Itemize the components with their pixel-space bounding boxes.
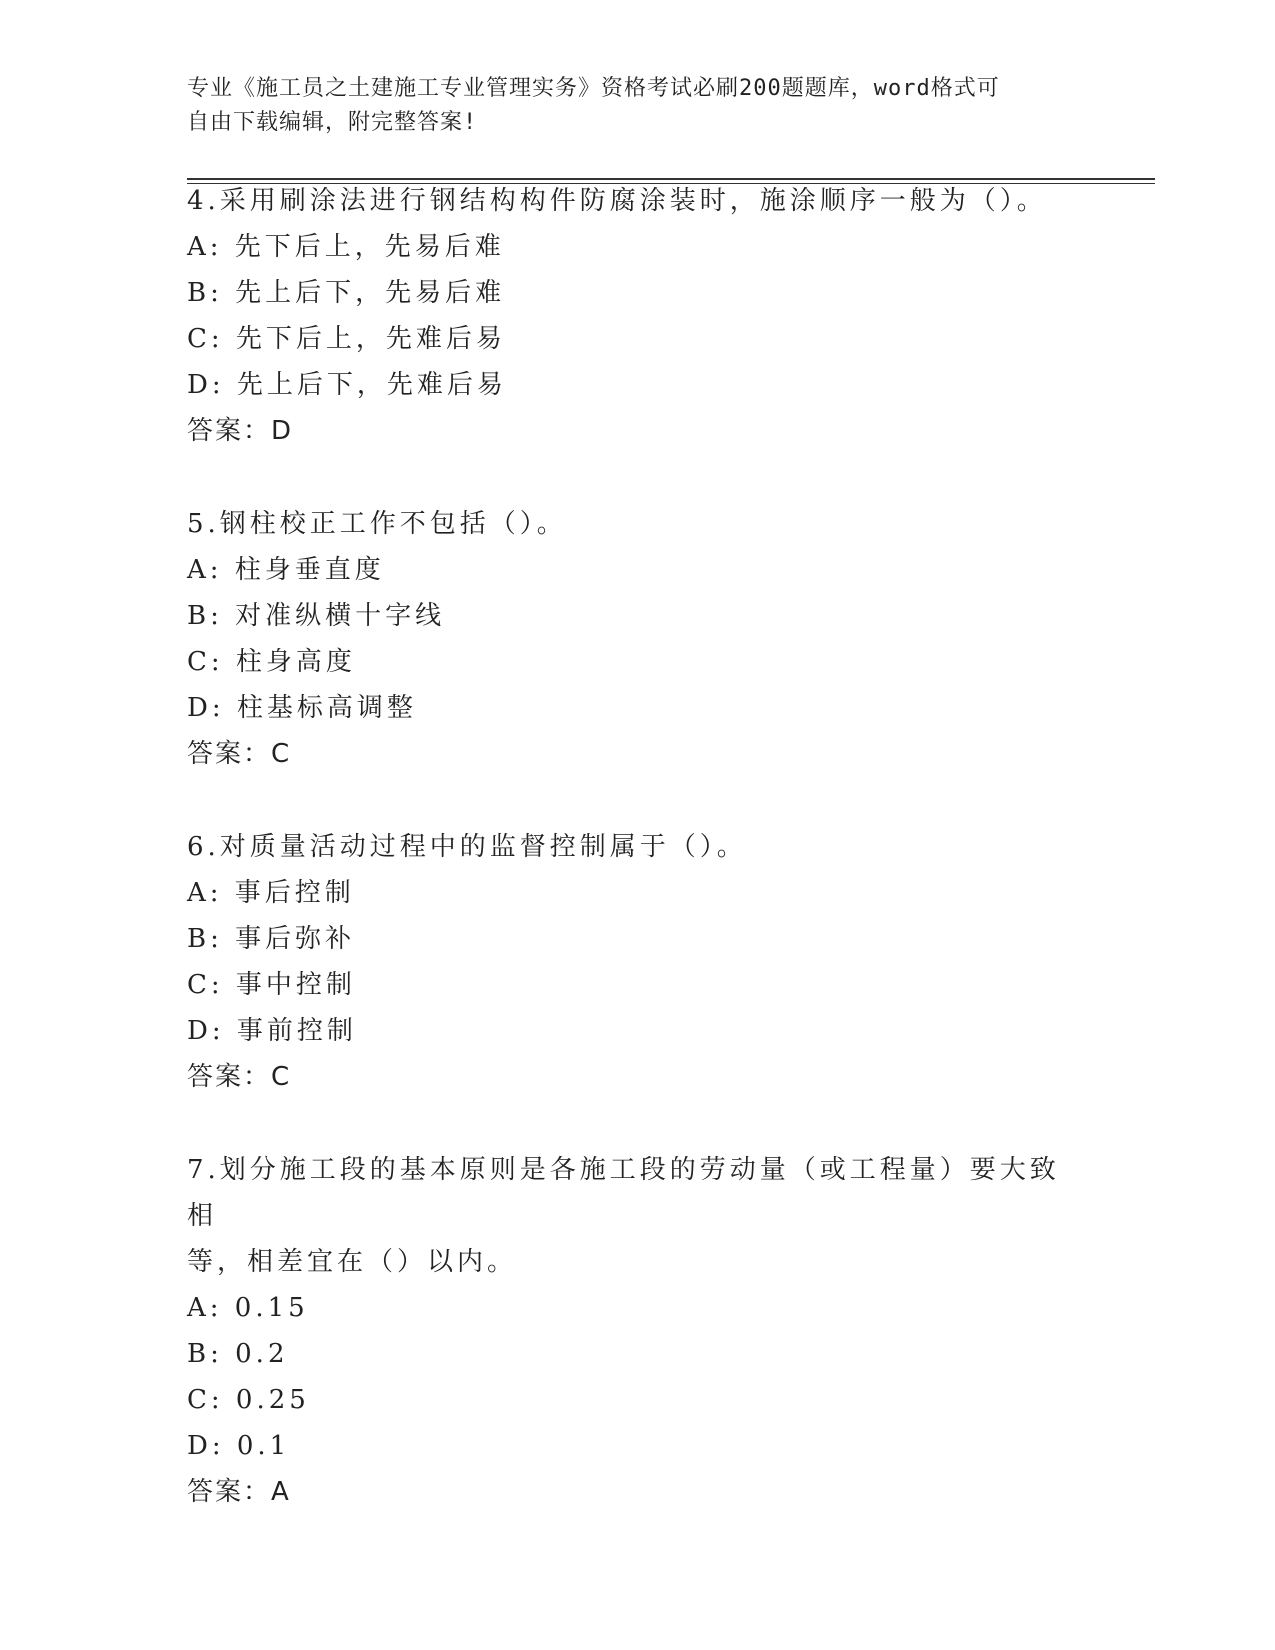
question-answer: 答案：C	[187, 1062, 292, 1092]
question-stem: 5.钢柱校正工作不包括（）。	[187, 509, 567, 539]
header-title-line-1: 专业《施工员之土建施工专业管理实务》资格考试必刷200题题库，word格式可	[187, 76, 1000, 101]
option-c: C: 先下后上，先难后易	[187, 324, 506, 354]
option-c: C: 0.25	[187, 1385, 310, 1415]
question-answer: 答案：A	[187, 1477, 291, 1507]
option-d: D: 事前控制	[187, 1016, 357, 1046]
option-a: A: 事后控制	[187, 878, 355, 908]
question-answer: 答案：C	[187, 739, 292, 769]
option-b: B: 0.2	[187, 1339, 289, 1369]
option-b: B: 事后弥补	[187, 924, 356, 954]
option-a: A: 柱身垂直度	[187, 555, 385, 585]
option-b: B: 对准纵横十字线	[187, 601, 446, 631]
question-6	[187, 824, 1067, 1100]
option-d: D: 先上后下，先难后易	[187, 370, 507, 400]
option-a: A: 先下后上，先易后难	[187, 232, 505, 262]
option-a: A: 0.15	[187, 1293, 309, 1323]
question-stem-line-1: 7.划分施工段的基本原则是各施工段的劳动量（或工程量）要大致相	[187, 1155, 1060, 1231]
option-d: D: 0.1	[187, 1431, 291, 1461]
question-answer: 答案：D	[187, 416, 294, 446]
document-header	[187, 72, 1067, 140]
question-stem-line-2: 等，相差宜在（）以内。	[187, 1247, 518, 1277]
question-4	[187, 178, 1067, 454]
question-stem: 4.采用刷涂法进行钢结构构件防腐涂装时，施涂顺序一般为（）。	[187, 186, 1047, 216]
question-5	[187, 501, 1067, 777]
question-stem: 6.对质量活动过程中的监督控制属于（）。	[187, 832, 747, 862]
option-c: C: 柱身高度	[187, 647, 356, 677]
option-d: D: 柱基标高调整	[187, 693, 417, 723]
option-b: B: 先上后下，先易后难	[187, 278, 506, 308]
option-c: C: 事中控制	[187, 970, 356, 1000]
header-title-line-2: 自由下载编辑，附完整答案!	[187, 110, 478, 135]
question-7	[187, 1147, 1067, 1515]
